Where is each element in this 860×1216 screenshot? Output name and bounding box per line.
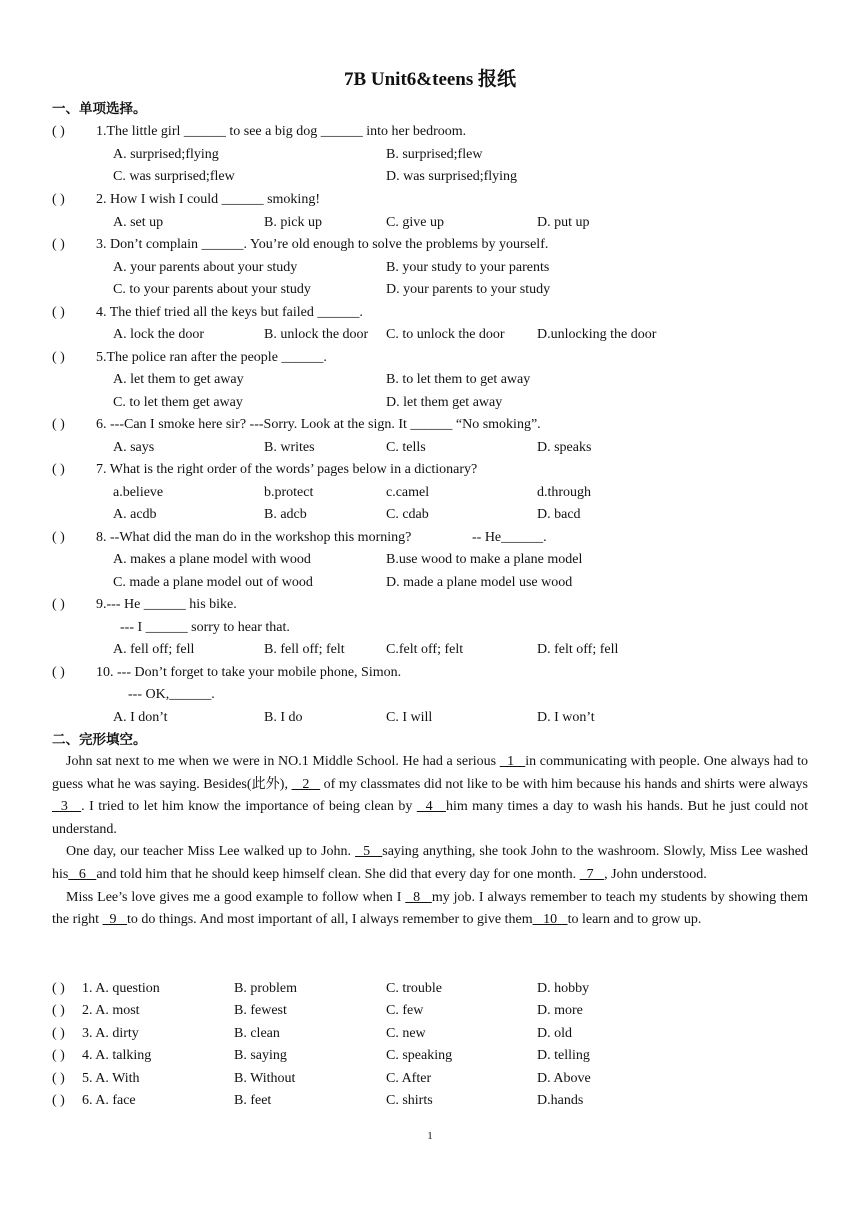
question-stem: 1.The little girl ______ to see a big dog ______ into her bedroom. xyxy=(96,124,467,139)
word-item: d.through xyxy=(537,485,592,500)
option-d: D. old xyxy=(537,1026,572,1041)
cloze-blank: 7 xyxy=(579,866,605,882)
cloze-paragraph: Miss Lee’s love gives me a good example to follow when I 8 my job. I always remember to teach my students by showing them the right 9 to do things. And most important of all, I always remember to give them 10 to learn and to grow up. xyxy=(52,889,808,928)
cloze-blank: 3 xyxy=(52,799,82,815)
question-paren: ( ) xyxy=(52,665,65,680)
question-stem: 3. Don’t complain ______. You’re old enough to solve the problems by yourself. xyxy=(96,237,549,252)
option-d: D. felt off; fell xyxy=(537,642,619,657)
question-paren: ( ) xyxy=(52,192,65,207)
option-b: B. unlock the door xyxy=(264,327,369,342)
option-b: B. to let them to get away xyxy=(386,372,531,387)
option-d: D. hobby xyxy=(537,981,590,996)
option-b: B. problem xyxy=(234,981,297,996)
document-title: 7B Unit6&teens 报纸 xyxy=(343,69,517,90)
option-a: A. says xyxy=(113,440,155,455)
option-c: C. give up xyxy=(386,215,444,230)
question-paren: ( ) xyxy=(52,530,65,545)
option-c: C. trouble xyxy=(386,981,442,996)
question-stem-answer: -- He______. xyxy=(472,530,547,545)
option-b: B.use wood to make a plane model xyxy=(386,552,583,567)
word-item: c.camel xyxy=(386,485,430,500)
question-paren: ( ) xyxy=(52,462,65,477)
option-b: B. fell off; felt xyxy=(264,642,345,657)
option-a: 6. A. face xyxy=(82,1093,136,1108)
option-c: C. to let them get away xyxy=(113,395,243,410)
option-d: D. Above xyxy=(537,1071,591,1086)
option-c: C. to unlock the door xyxy=(386,327,505,342)
question-paren: ( ) xyxy=(52,597,65,612)
option-d: D. your parents to your study xyxy=(386,282,551,297)
option-c: C.felt off; felt xyxy=(386,642,464,657)
option-a: A. acdb xyxy=(113,507,157,522)
section-heading-multiple-choice: 一、单项选择。 xyxy=(52,101,147,117)
option-a: A. fell off; fell xyxy=(113,642,195,657)
option-b: B. your study to your parents xyxy=(386,260,550,275)
question-paren: ( ) xyxy=(52,417,65,432)
option-b: B. saying xyxy=(234,1048,287,1063)
option-c: C. new xyxy=(386,1026,426,1041)
cloze-paragraph: John sat next to me when we were in NO.1 Middle School. He had a serious 1 in communicating with people. One always had to guess what he was saying. Besides(此外), 2 of my classmates did not like to be with him because his hands and shirts were always 3 . I tried to let him know the importance of being clean by 4 him many times a day to wash his hands. But he just could not understand. xyxy=(52,754,809,837)
cloze-blank: 4 xyxy=(416,799,446,815)
question-paren: ( ) xyxy=(52,1048,65,1063)
option-d: D. let them get away xyxy=(386,395,503,410)
section-heading-cloze: 二、完形填空。 xyxy=(52,732,147,748)
option-b: B. pick up xyxy=(264,215,322,230)
option-b: B. feet xyxy=(234,1093,272,1108)
question-stem: 2. How I wish I could ______ smoking! xyxy=(96,192,320,207)
cloze-blank: 2 xyxy=(291,776,321,792)
word-item: a.believe xyxy=(113,485,164,500)
question-paren: ( ) xyxy=(52,124,65,139)
question-stem: 5.The police ran after the people ______. xyxy=(96,350,327,365)
option-b: B. fewest xyxy=(234,1003,287,1018)
question-stem: 9.--- He ______ his bike. xyxy=(96,597,237,612)
cloze-blank: 9 xyxy=(102,912,128,928)
option-a: 1. A. question xyxy=(82,981,160,996)
option-d: D.unlocking the door xyxy=(537,327,657,342)
cloze-blank: 10 xyxy=(532,912,568,928)
option-a: A. let them to get away xyxy=(113,372,244,387)
question-paren: ( ) xyxy=(52,981,65,996)
question-paren: ( ) xyxy=(52,237,65,252)
cloze-blank: 5 xyxy=(355,844,383,860)
cloze-blank: 1 xyxy=(499,754,526,769)
option-c: C. made a plane model out of wood xyxy=(113,575,313,590)
question-paren: ( ) xyxy=(52,1003,65,1018)
option-a: A. makes a plane model with wood xyxy=(113,552,311,567)
cloze-passage xyxy=(52,751,808,932)
option-b: B. clean xyxy=(234,1026,280,1041)
option-a: A. surprised;flying xyxy=(113,147,219,162)
question-stem: 4. The thief tried all the keys but failed ______. xyxy=(96,305,363,320)
option-c: C. tells xyxy=(386,440,426,455)
cloze-blank: 8 xyxy=(405,889,432,905)
question-stem: 8. --What did the man do in the workshop this morning? xyxy=(96,530,412,545)
option-b: B. Without xyxy=(234,1071,296,1086)
question-stem-reply: --- I ______ sorry to hear that. xyxy=(120,620,290,635)
option-d: D. speaks xyxy=(537,440,592,455)
option-c: C. few xyxy=(386,1003,424,1018)
page-number: 1 xyxy=(427,1130,433,1142)
option-a: A. lock the door xyxy=(113,327,204,342)
option-c: C. shirts xyxy=(386,1093,433,1108)
question-paren: ( ) xyxy=(52,305,65,320)
option-b: B. surprised;flew xyxy=(386,147,483,162)
option-d: D. telling xyxy=(537,1048,590,1063)
option-c: C. cdab xyxy=(386,507,429,522)
question-paren: ( ) xyxy=(52,350,65,365)
option-d: D. I won’t xyxy=(537,710,595,725)
question-stem-reply: --- OK,______. xyxy=(128,687,215,702)
option-c: C. was surprised;flew xyxy=(113,169,235,184)
option-a: A. your parents about your study xyxy=(113,260,298,275)
option-c: C. I will xyxy=(386,710,433,725)
option-a: A. I don’t xyxy=(113,710,168,725)
question-paren: ( ) xyxy=(52,1093,65,1108)
question-paren: ( ) xyxy=(52,1026,65,1041)
option-d: D. bacd xyxy=(537,507,581,522)
option-a: 2. A. most xyxy=(82,1003,140,1018)
question-stem: 6. ---Can I smoke here sir? ---Sorry. Look at the sign. It ______ “No smoking”. xyxy=(96,417,541,432)
option-b: B. I do xyxy=(264,710,303,725)
cloze-blank: 6 xyxy=(68,866,97,882)
option-d: D. was surprised;flying xyxy=(386,169,518,184)
option-b: B. writes xyxy=(264,440,315,455)
question-stem: 7. What is the right order of the words’ pages below in a dictionary? xyxy=(96,462,478,477)
option-a: A. set up xyxy=(113,215,164,230)
option-a: 4. A. talking xyxy=(82,1048,152,1063)
option-c: C. After xyxy=(386,1071,432,1086)
option-b: B. adcb xyxy=(264,507,307,522)
question-stem: 10. --- Don’t forget to take your mobile phone, Simon. xyxy=(96,665,402,680)
option-d: D.hands xyxy=(537,1093,584,1108)
option-d: D. put up xyxy=(537,215,590,230)
question-paren: ( ) xyxy=(52,1071,65,1086)
option-a: 3. A. dirty xyxy=(82,1026,139,1041)
option-d: D. made a plane model use wood xyxy=(386,575,573,590)
option-c: C. speaking xyxy=(386,1048,453,1063)
option-d: D. more xyxy=(537,1003,583,1018)
option-c: C. to your parents about your study xyxy=(113,282,311,297)
word-item: b.protect xyxy=(264,485,314,500)
cloze-paragraph: One day, our teacher Miss Lee walked up to John. 5 saying anything, she took John to the washroom. Slowly, Miss Lee washed his 6 and told him that he should keep himself clean. She did that every day for one month. 7 , John understood. xyxy=(52,844,808,882)
option-a: 5. A. With xyxy=(82,1071,140,1086)
